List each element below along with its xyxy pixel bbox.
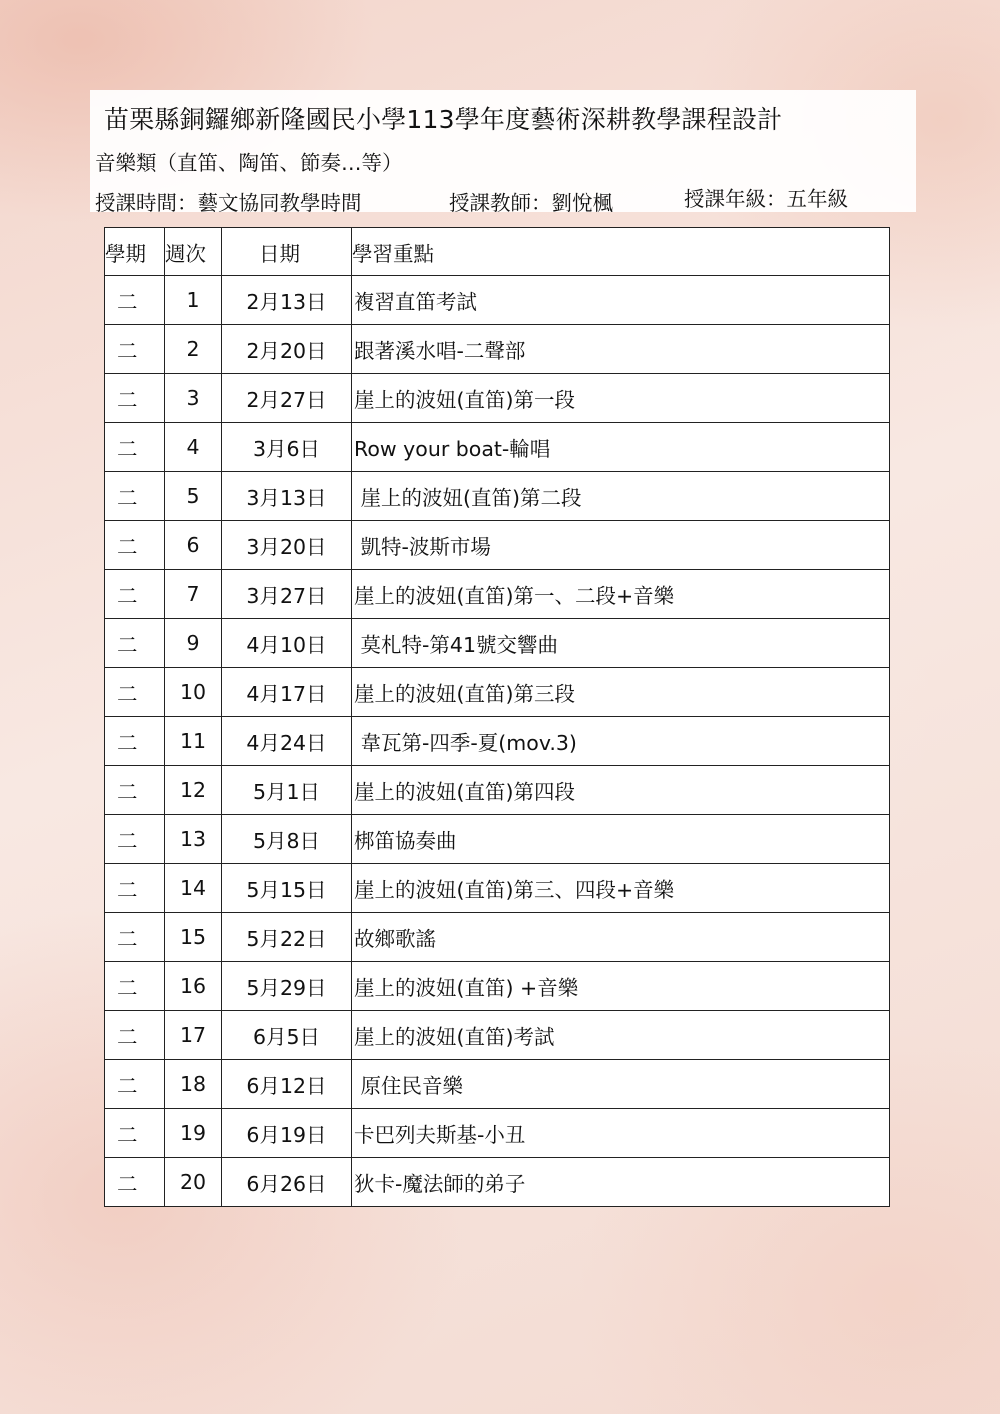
focus-cell: 韋瓦第-四季-夏(mov.3) (352, 717, 890, 766)
week-cell: 20 (165, 1158, 222, 1207)
date-cell: 3月27日 (222, 570, 352, 619)
page-subtitle: 音樂類（直笛、陶笛、節奏…等） (95, 151, 403, 175)
date-cell: 5月8日 (222, 815, 352, 864)
date-cell: 4月10日 (222, 619, 352, 668)
focus-cell: 崖上的波妞(直笛)考試 (352, 1011, 890, 1060)
semester-cell: 二 (105, 472, 165, 521)
date-cell: 5月15日 (222, 864, 352, 913)
table-row (105, 276, 890, 325)
date-cell: 3月6日 (222, 423, 352, 472)
focus-cell: 故鄉歌謠 (352, 913, 890, 962)
date-cell: 4月17日 (222, 668, 352, 717)
table-row (105, 668, 890, 717)
week-cell: 16 (165, 962, 222, 1011)
schedule-body (105, 276, 890, 1207)
week-cell: 11 (165, 717, 222, 766)
week-cell: 1 (165, 276, 222, 325)
focus-cell: 狄卡-魔法師的弟子 (352, 1158, 890, 1207)
week-cell: 15 (165, 913, 222, 962)
table-row (105, 864, 890, 913)
week-cell: 17 (165, 1011, 222, 1060)
class-time: 授課時間：藝文協同教學時間 (95, 191, 362, 215)
focus-cell: Row your boat-輪唱 (352, 423, 890, 472)
table-row (105, 1158, 890, 1207)
table-row (105, 570, 890, 619)
semester-cell: 二 (105, 1109, 165, 1158)
focus-cell: 崖上的波妞(直笛) +音樂 (352, 962, 890, 1011)
semester-cell: 二 (105, 570, 165, 619)
page-title: 苗栗縣銅鑼鄉新隆國民小學113學年度藝術深耕教學課程設計 (104, 105, 783, 134)
semester-cell: 二 (105, 374, 165, 423)
date-cell: 4月24日 (222, 717, 352, 766)
week-cell: 19 (165, 1109, 222, 1158)
semester-cell: 二 (105, 1060, 165, 1109)
focus-cell: 凱特-波斯市場 (352, 521, 890, 570)
date-cell: 6月19日 (222, 1109, 352, 1158)
semester-cell: 二 (105, 325, 165, 374)
date-cell: 2月13日 (222, 276, 352, 325)
week-cell: 7 (165, 570, 222, 619)
date-cell: 3月20日 (222, 521, 352, 570)
header-date-label: 日期 (259, 241, 300, 266)
teacher-name: 授課教師：劉悅楓 (449, 191, 613, 215)
date-cell: 2月27日 (222, 374, 352, 423)
table-row (105, 472, 890, 521)
semester-cell: 二 (105, 815, 165, 864)
semester-cell: 二 (105, 1158, 165, 1207)
focus-cell: 卡巴列夫斯基-小丑 (352, 1109, 890, 1158)
semester-cell: 二 (105, 766, 165, 815)
schedule-table (104, 227, 890, 1207)
focus-cell: 崖上的波妞(直笛)第四段 (352, 766, 890, 815)
table-header-row (105, 228, 890, 276)
week-cell: 12 (165, 766, 222, 815)
semester-cell: 二 (105, 717, 165, 766)
semester-cell: 二 (105, 962, 165, 1011)
table-row (105, 815, 890, 864)
date-cell: 2月20日 (222, 325, 352, 374)
date-cell: 6月26日 (222, 1158, 352, 1207)
grade-level: 授課年級：五年級 (684, 187, 848, 211)
semester-cell: 二 (105, 668, 165, 717)
week-cell: 9 (165, 619, 222, 668)
semester-cell: 二 (105, 619, 165, 668)
table-row (105, 374, 890, 423)
table-row (105, 766, 890, 815)
header-date (222, 228, 352, 276)
table-row (105, 423, 890, 472)
header-week (165, 228, 222, 276)
focus-cell: 崖上的波妞(直笛)第二段 (352, 472, 890, 521)
focus-cell: 跟著溪水唱-二聲部 (352, 325, 890, 374)
table-row (105, 962, 890, 1011)
date-cell: 5月1日 (222, 766, 352, 815)
semester-cell: 二 (105, 913, 165, 962)
week-cell: 2 (165, 325, 222, 374)
table-row (105, 325, 890, 374)
week-cell: 13 (165, 815, 222, 864)
date-cell: 6月12日 (222, 1060, 352, 1109)
header-semester (105, 228, 165, 276)
table-row (105, 521, 890, 570)
focus-cell: 崖上的波妞(直笛)第一段 (352, 374, 890, 423)
table-row (105, 913, 890, 962)
header-focus-label: 學習重點 (352, 241, 434, 266)
table-row (105, 1109, 890, 1158)
week-cell: 10 (165, 668, 222, 717)
week-cell: 5 (165, 472, 222, 521)
focus-cell: 複習直笛考試 (352, 276, 890, 325)
semester-cell: 二 (105, 423, 165, 472)
header-focus (352, 228, 890, 276)
date-cell: 6月5日 (222, 1011, 352, 1060)
week-cell: 3 (165, 374, 222, 423)
focus-cell: 崖上的波妞(直笛)第三段 (352, 668, 890, 717)
week-cell: 14 (165, 864, 222, 913)
week-cell: 4 (165, 423, 222, 472)
header-semester-label: 學期 (105, 241, 146, 266)
week-cell: 18 (165, 1060, 222, 1109)
table-row (105, 619, 890, 668)
semester-cell: 二 (105, 864, 165, 913)
date-cell: 5月22日 (222, 913, 352, 962)
focus-cell: 莫札特-第41號交響曲 (352, 619, 890, 668)
semester-cell: 二 (105, 1011, 165, 1060)
date-cell: 5月29日 (222, 962, 352, 1011)
focus-cell: 崖上的波妞(直笛)第一、二段+音樂 (352, 570, 890, 619)
focus-cell: 梆笛協奏曲 (352, 815, 890, 864)
header-week-label: 週次 (165, 241, 206, 266)
table-row (105, 717, 890, 766)
semester-cell: 二 (105, 276, 165, 325)
table-row (105, 1060, 890, 1109)
table-row (105, 1011, 890, 1060)
focus-cell: 原住民音樂 (352, 1060, 890, 1109)
semester-cell: 二 (105, 521, 165, 570)
date-cell: 3月13日 (222, 472, 352, 521)
focus-cell: 崖上的波妞(直笛)第三、四段+音樂 (352, 864, 890, 913)
week-cell: 6 (165, 521, 222, 570)
